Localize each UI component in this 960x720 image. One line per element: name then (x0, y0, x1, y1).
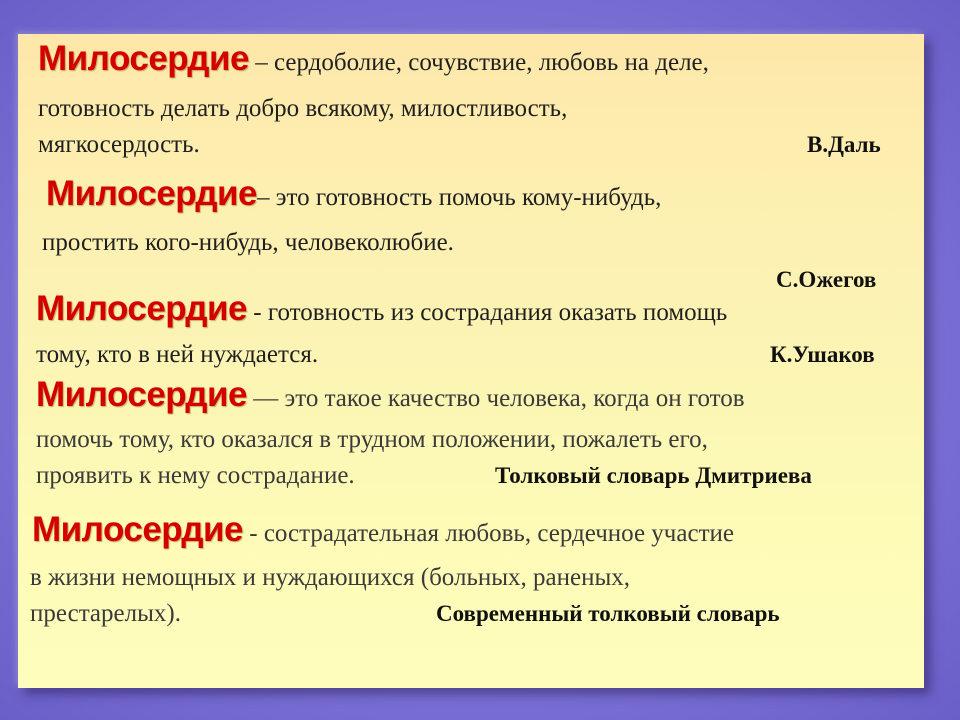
definition-1-text-1: – сердоболие, сочувствие, любовь на деле, (249, 49, 709, 76)
definition-5-text-1: - сострадательная любовь, сердечное участие (243, 520, 734, 547)
definition-4-line-1 (36, 375, 745, 414)
definition-4-term: Милосердие (36, 375, 247, 414)
definition-3-line-1 (36, 289, 728, 328)
definition-1-term: Милосердие (38, 39, 249, 78)
definition-1-line-1 (38, 39, 709, 78)
definition-4-line-2: помочь тому, кто оказался в трудном положении, пожалеть его, (36, 426, 708, 453)
definition-2-term: Милосердие (46, 174, 257, 213)
definition-4-line-3: проявить к нему сострадание. (36, 462, 355, 489)
definition-3-line-2: тому, кто в ней нуждается. (36, 341, 319, 368)
definition-5-line-1 (32, 510, 734, 549)
definition-1-line-2: готовность делать добро всякому, милостливость, (38, 95, 568, 122)
definition-1-source: В.Даль (807, 132, 881, 157)
definition-5-line-2: в жизни немощных и нуждающихся (больных, раненых, (30, 564, 631, 591)
definition-4-text-1: — это такое качество человека, когда он готов (247, 385, 745, 412)
definition-2-source: С.Ожегов (776, 267, 877, 292)
definition-5-line-3: престарелых). (30, 600, 181, 627)
definition-5-term: Милосердие (32, 510, 243, 549)
definition-3-term: Милосердие (36, 289, 247, 328)
definition-1-line-3: мягкосердость. (38, 131, 200, 158)
definition-2-text-1: – это готовность помочь кому-нибудь, (257, 184, 662, 211)
definition-2-line-2: простить кого-нибудь, человеколюбие. (42, 229, 454, 256)
definition-5-source: Современный толковый словарь (436, 601, 780, 626)
definition-2-line-1 (46, 174, 662, 213)
definition-4-source: Толковый словарь Дмитриева (495, 463, 812, 488)
definition-3-source: К.Ушаков (770, 342, 875, 367)
definition-3-text-1: - готовность из сострадания оказать помощь (247, 299, 728, 326)
